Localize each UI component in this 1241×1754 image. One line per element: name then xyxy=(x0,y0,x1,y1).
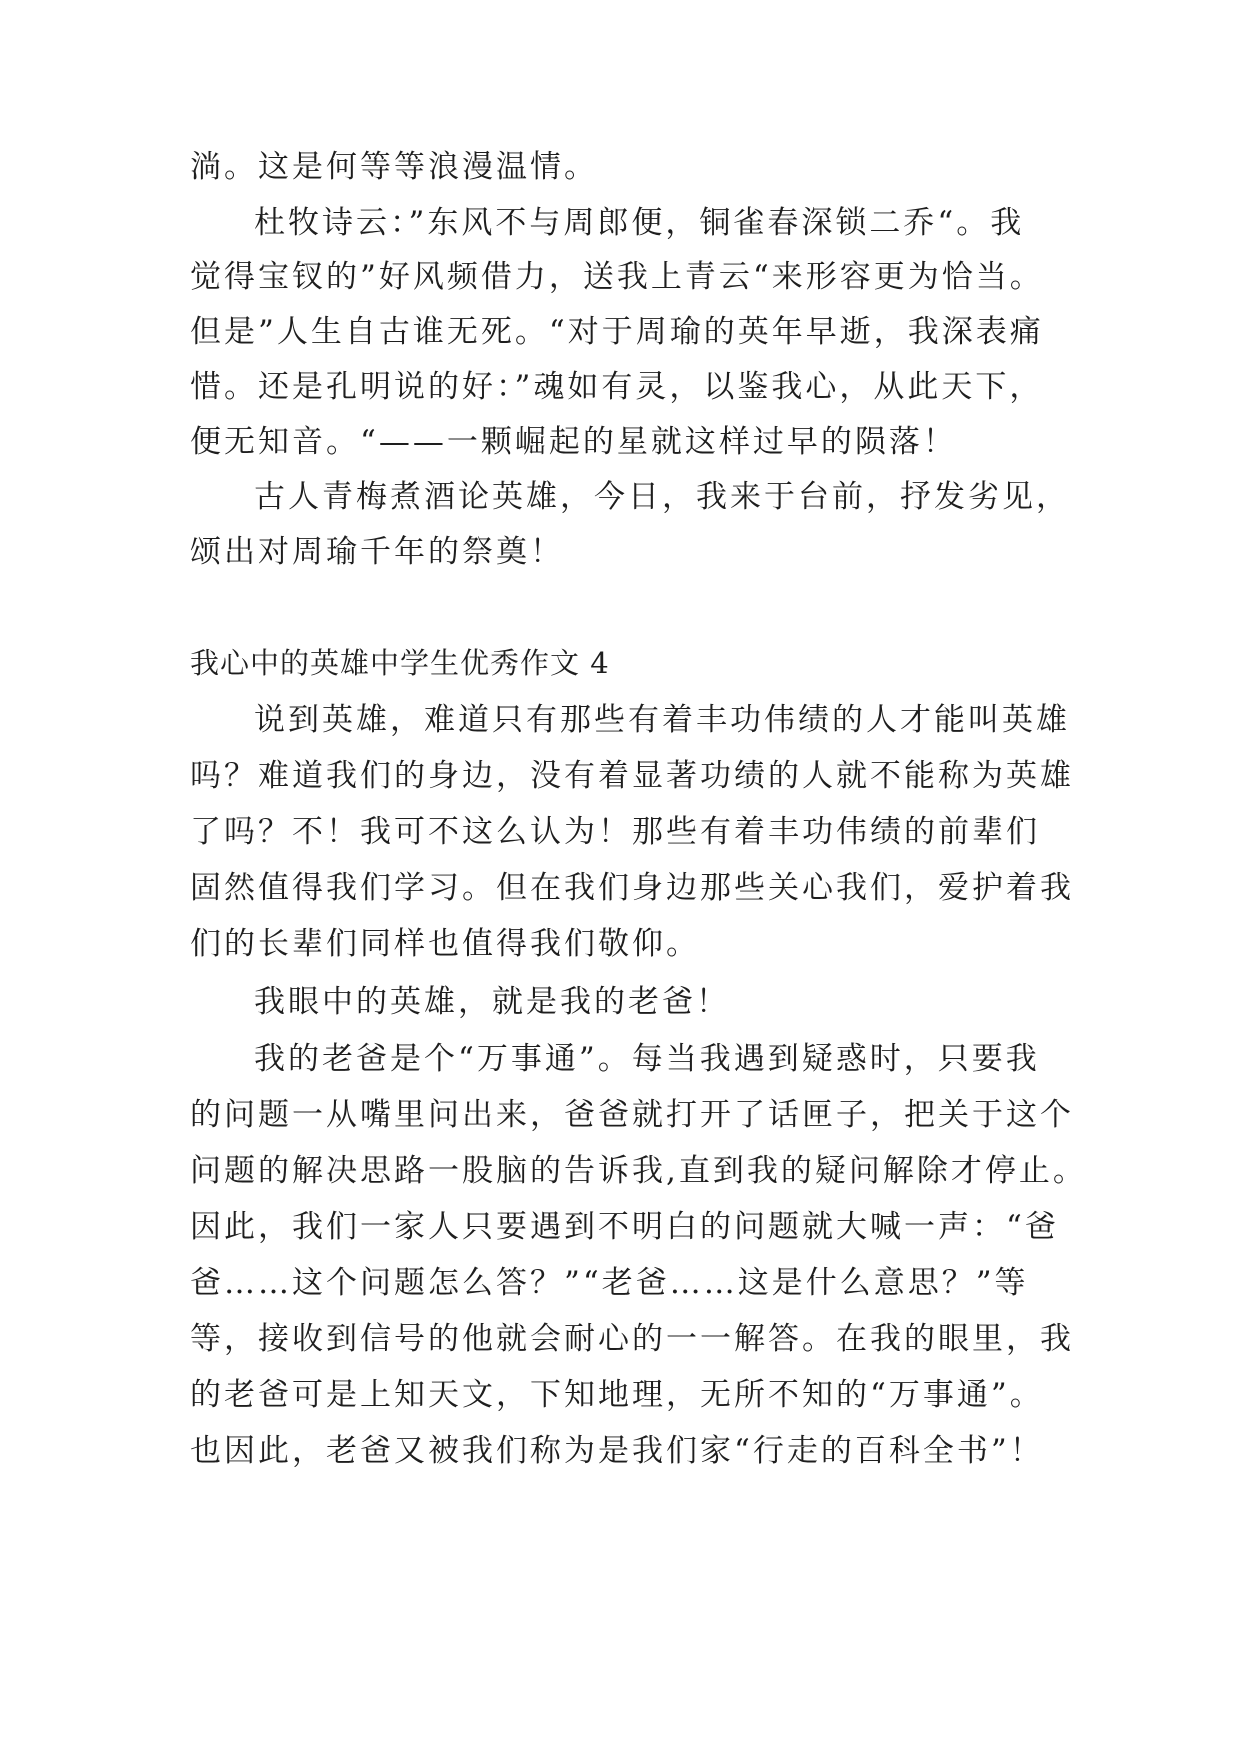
paragraph-line: 古人青梅煮酒论英雄，今日，我来于台前，抒发劣见， xyxy=(254,479,1070,515)
paragraph-line: 因此，我们一家人只要遇到不明白的问题就大喊一声：“爸 xyxy=(190,1209,1059,1245)
paragraph-line: 杜牧诗云：”东风不与周郎便，铜雀春深锁二乔“。我 xyxy=(254,205,1025,241)
section-title: 我心中的英雄中学生优秀作文 4 xyxy=(190,646,610,680)
paragraph-line: 等，接收到信号的他就会耐心的一一解答。在我的眼里，我 xyxy=(190,1321,1074,1357)
paragraph-line: 我眼中的英雄，就是我的老爸！ xyxy=(254,984,730,1020)
paragraph-line: 惜。还是孔明说的好：”魂如有灵，以鉴我心，从此天下， xyxy=(190,369,1044,405)
paragraph-line: 了吗？不！我可不这么认为！那些有着丰功伟绩的前辈们 xyxy=(190,814,1040,850)
paragraph-line: 们的长辈们同样也值得我们敬仰。 xyxy=(190,926,700,962)
paragraph-line: 颂出对周瑜千年的祭奠！ xyxy=(190,534,564,570)
paragraph-line: 固然值得我们学习。但在我们身边那些关心我们，爱护着我 xyxy=(190,870,1074,906)
paragraph-line: 爸……这个问题怎么答？”“老爸……这是什么意思？”等 xyxy=(190,1265,1029,1301)
paragraph-line: 吗？难道我们的身边，没有着显著功绩的人就不能称为英雄 xyxy=(190,758,1074,794)
paragraph-line: 便无知音。“——一颗崛起的星就这样过早的陨落！ xyxy=(190,424,957,460)
paragraph-line: 淌。这是何等等浪漫温情。 xyxy=(190,149,598,185)
paragraph-line: 的问题一从嘴里问出来，爸爸就打开了话匣子，把关于这个 xyxy=(190,1097,1074,1133)
paragraph-line: 问题的解决思路一股脑的告诉我,直到我的疑问解除才停止。 xyxy=(190,1153,1087,1189)
paragraph-line: 也因此，老爸又被我们称为是我们家“行走的百科全书”！ xyxy=(190,1433,1044,1469)
paragraph-line: 说到英雄，难道只有那些有着丰功伟绩的人才能叫英雄 xyxy=(254,702,1070,738)
paragraph-line: 但是”人生自古谁无死。“对于周瑜的英年早逝，我深表痛 xyxy=(190,314,1044,350)
paragraph-line: 我的老爸是个“万事通”。每当我遇到疑惑时，只要我 xyxy=(254,1041,1040,1077)
paragraph-line: 觉得宝钗的”好风频借力，送我上青云“来形容更为恰当。 xyxy=(190,259,1044,295)
paragraph-line: 的老爸可是上知天文，下知地理，无所不知的“万事通”。 xyxy=(190,1377,1044,1413)
